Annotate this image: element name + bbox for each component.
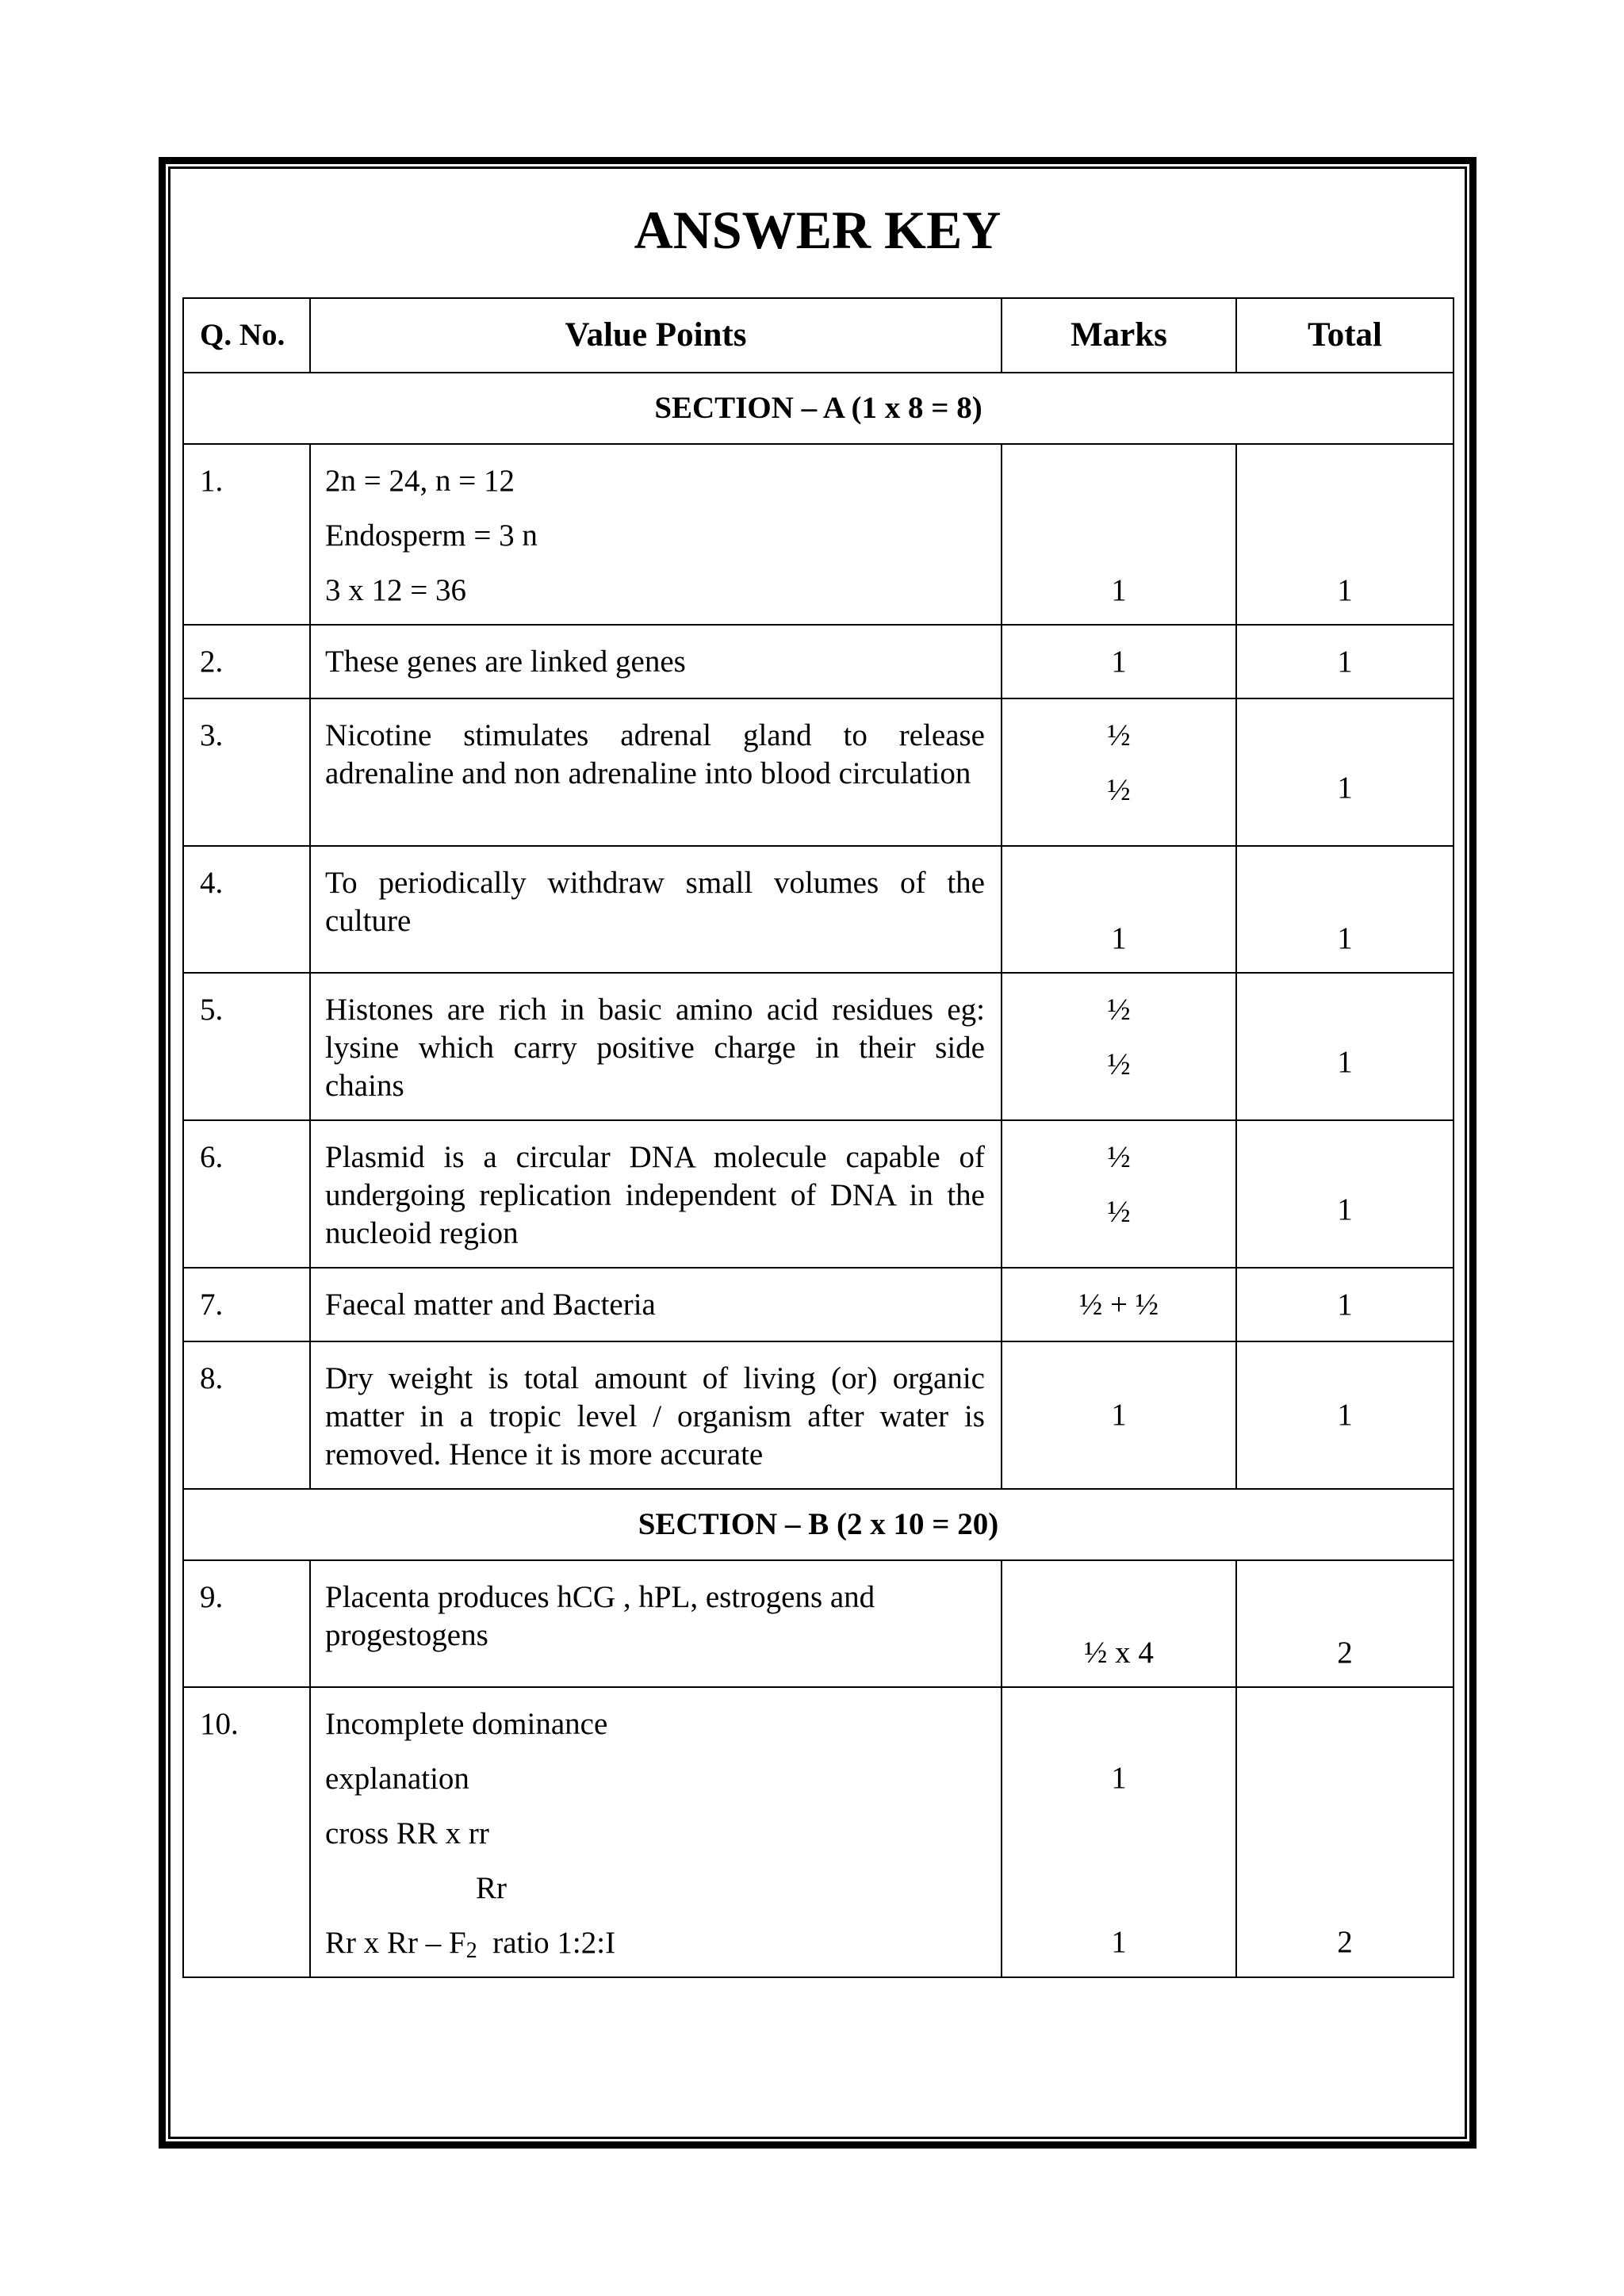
marks-value: 1 (1111, 1398, 1127, 1432)
table-row (183, 973, 1454, 1120)
total-cell (1236, 444, 1454, 625)
q-number: 3. (183, 698, 310, 846)
value-points: Placenta produces hCG , hPL, estrogens and progestogens (310, 1560, 1002, 1687)
header-row (183, 298, 1454, 373)
q-number: 10. (183, 1687, 310, 1977)
q-number: 6. (183, 1120, 310, 1268)
subscript: 2 (465, 1938, 477, 1963)
table-row (183, 625, 1454, 698)
table-row (183, 1268, 1454, 1341)
section-b-heading: SECTION – B (2 x 10 = 20) (183, 1489, 1454, 1560)
answer-key-table (182, 297, 1454, 1978)
value-points: Plasmid is a circular DNA molecule capable of undergoing replication independent of DNA in the nucleoid region (310, 1120, 1002, 1268)
total-cell (1236, 846, 1454, 973)
total-value: 1 (1337, 645, 1353, 679)
header-qno: Q. No. (183, 298, 310, 373)
marks-value: ½ (1107, 1047, 1131, 1081)
marks-value: ½ (1107, 773, 1131, 807)
value-points: Histones are rich in basic amino acid residues eg: lysine which carry positive charge in their side chains (310, 973, 1002, 1120)
marks-cell (1002, 1341, 1236, 1489)
marks-cell (1002, 1560, 1236, 1687)
value-line (325, 1924, 985, 1970)
marks-value: ½ + ½ (1079, 1288, 1159, 1322)
marks-cell (1002, 1120, 1236, 1268)
total-value: 2 (1337, 1925, 1353, 1959)
q-number: 5. (183, 973, 310, 1120)
q-number: 7. (183, 1268, 310, 1341)
value-line: Endosperm = 3 n (325, 519, 538, 553)
table-row (183, 846, 1454, 973)
value-points: Faecal matter and Bacteria (310, 1268, 1002, 1341)
total-cell (1236, 698, 1454, 846)
q-number: 1. (183, 444, 310, 625)
total-cell (1236, 1687, 1454, 1977)
value-line: 2n = 24, n = 12 (325, 464, 515, 498)
value-points (310, 1687, 1002, 1977)
table-row (183, 1560, 1454, 1687)
header-total: Total (1236, 298, 1454, 373)
table-row (183, 444, 1454, 625)
marks-cell (1002, 1268, 1236, 1341)
marks-cell (1002, 444, 1236, 625)
header-value-points: Value Points (310, 298, 1002, 373)
marks-value: ½ (1107, 1140, 1131, 1174)
marks-value: ½ (1107, 718, 1131, 752)
marks-cell (1002, 846, 1236, 973)
marks-value: ½ (1107, 1195, 1131, 1229)
total-value: 1 (1337, 573, 1353, 607)
marks-value: 1 (1111, 921, 1127, 955)
value-line: explanation (325, 1762, 469, 1796)
header-marks: Marks (1002, 298, 1236, 373)
marks-cell (1002, 625, 1236, 698)
value-points: To periodically withdraw small volumes of the culture (310, 846, 1002, 973)
marks-value: 1 (1111, 1761, 1127, 1795)
q-number: 2. (183, 625, 310, 698)
total-value: 1 (1337, 771, 1353, 805)
table-row (183, 1687, 1454, 1977)
value-line: 3 x 12 = 36 (325, 573, 466, 607)
q-number: 4. (183, 846, 310, 973)
total-value: 2 (1337, 1636, 1353, 1670)
section-a-heading: SECTION – A (1 x 8 = 8) (183, 373, 1454, 444)
q-number: 8. (183, 1341, 310, 1489)
total-value: 1 (1337, 921, 1353, 955)
marks-cell (1002, 698, 1236, 846)
value-line: Incomplete dominance (325, 1707, 608, 1741)
marks-cell (1002, 1687, 1236, 1977)
marks-value: ½ x 4 (1084, 1636, 1154, 1670)
value-points (310, 444, 1002, 625)
marks-value: ½ (1107, 993, 1131, 1027)
section-a-row (183, 373, 1454, 444)
value-points: Nicotine stimulates adrenal gland to release adrenaline and non adrenaline into blood circulation (310, 698, 1002, 846)
ratio-text: ratio 1:2:I (477, 1926, 616, 1960)
section-b-row (183, 1489, 1454, 1560)
total-value: 1 (1337, 1398, 1353, 1432)
marks-cell (1002, 973, 1236, 1120)
marks-value: 1 (1111, 1925, 1127, 1959)
page-title: ANSWER KEY (634, 200, 1002, 260)
value-points: Dry weight is total amount of living (or) organic matter in a tropic level / organism after water is removed. Hence it is more accurate (310, 1341, 1002, 1489)
total-cell (1236, 625, 1454, 698)
total-cell (1236, 1341, 1454, 1489)
total-value: 1 (1337, 1045, 1353, 1079)
cross-text: Rr x Rr – F (325, 1926, 466, 1960)
table-row (183, 1341, 1454, 1489)
total-value: 1 (1337, 1288, 1353, 1322)
total-cell (1236, 1560, 1454, 1687)
total-cell (1236, 1120, 1454, 1268)
marks-value: 1 (1111, 573, 1127, 607)
total-cell (1236, 973, 1454, 1120)
q-number: 9. (183, 1560, 310, 1687)
marks-value: 1 (1111, 645, 1127, 679)
table-row (183, 698, 1454, 846)
value-line: cross RR x rr (325, 1816, 489, 1850)
total-cell (1236, 1268, 1454, 1341)
value-points: These genes are linked genes (310, 625, 1002, 698)
value-line: Rr (476, 1871, 507, 1905)
table-row (183, 1120, 1454, 1268)
total-value: 1 (1337, 1192, 1353, 1226)
